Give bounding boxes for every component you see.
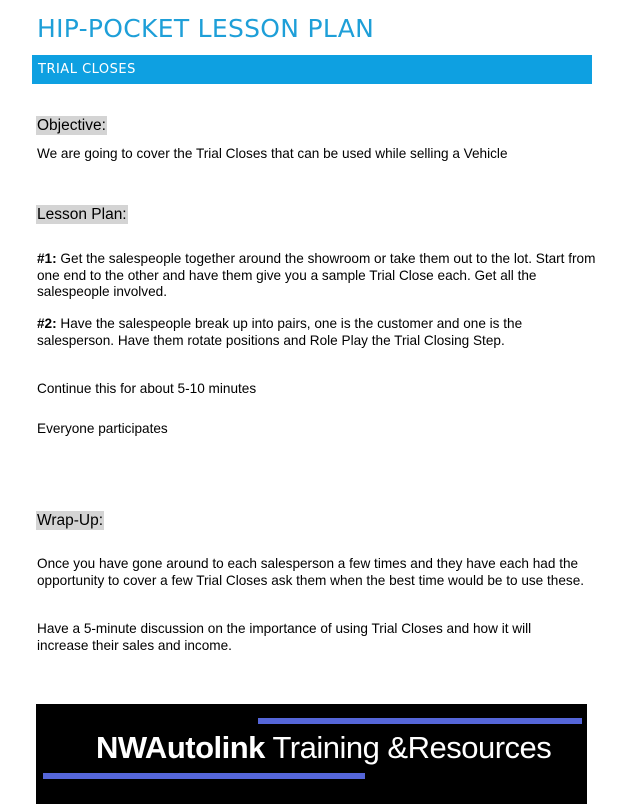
footer-logo: [36, 704, 587, 804]
wrap-up-heading: Wrap-Up:: [37, 512, 104, 529]
logo-accent-bar-top: [258, 718, 582, 724]
banner-label: TRIAL CLOSES: [38, 62, 136, 77]
step-2-label: #2:: [37, 316, 57, 331]
participation-note: Everyone participates: [37, 421, 168, 436]
continue-note: Continue this for about 5-10 minutes: [37, 381, 257, 396]
step-1-label: #1:: [37, 251, 57, 266]
objective-text: We are going to cover the Trial Closes that can be used while selling a Vehicle: [37, 146, 508, 161]
lesson-step-2: [37, 316, 577, 349]
brand-tagline: Training &Resources: [264, 730, 552, 765]
step-1-text: Get the salespeople together around the showroom or take them out to the lot. Start from one end to the other and have them give you a sample Trial Close each. Get all the salespeople involved.: [37, 251, 596, 299]
wrap-up-text-2: Have a 5-minute discussion on the importance of using Trial Closes and how it will increase their sales and income.: [37, 621, 532, 653]
logo-accent-bar-bottom: [43, 773, 365, 779]
lesson-step-1: [37, 251, 597, 301]
page-title: HIP-POCKET LESSON PLAN: [37, 14, 375, 43]
lesson-plan-heading: Lesson Plan:: [37, 206, 127, 223]
brand-wordmark: [96, 730, 551, 766]
step-2-text: Have the salespeople break up into pairs, one is the customer and one is the salesperson. Have them rotate positions and Role Play the Trial Closing Step.: [37, 316, 523, 348]
wrap-up-text-1: Once you have gone around to each salesperson a few times and they have each had the opportunity to cover a few Trial Closes ask them when the best time would be to use these.: [37, 556, 585, 588]
brand-name: NWAutolink: [96, 730, 265, 765]
objective-heading: Objective:: [37, 117, 106, 134]
section-banner: [32, 55, 592, 84]
